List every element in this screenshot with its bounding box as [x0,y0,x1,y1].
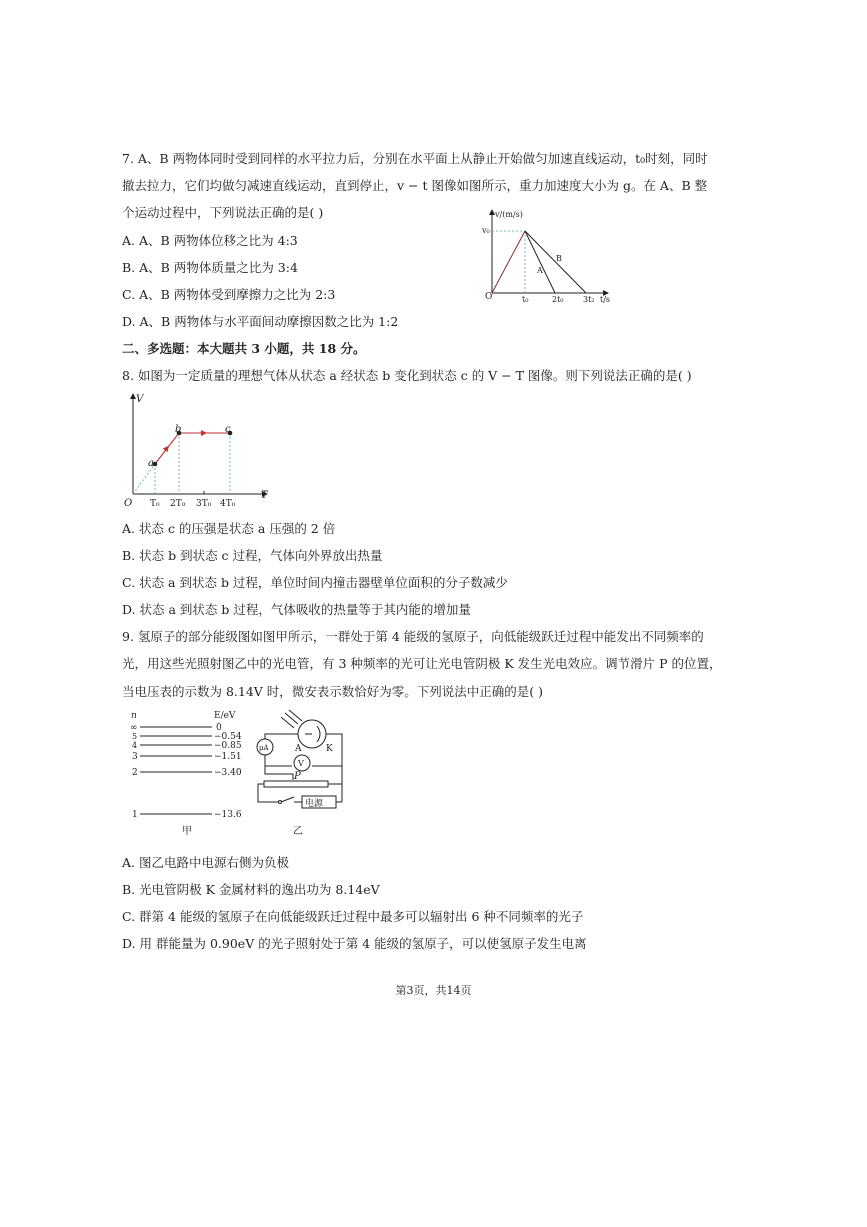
svg-text:−13.6: −13.6 [214,810,242,820]
q9-stem-line2: 光，用这些光照射图乙中的光电管，有 3 种频率的光可让光电管阴极 K 发生光电效应。调节滑片 P 的位置， [122,656,722,671]
q8-vt-graph [122,390,282,508]
q7-2t0-label: 2t₀ [552,295,564,304]
q8-tick-2t0: 2T₀ [170,499,186,509]
svg-text:−1.51: −1.51 [214,752,242,762]
q8-stem: 8. 如图为一定质量的理想气体从状态 a 经状态 b 变化到状态 c 的 V − T 图像。则下列说法正确的是( ) [122,368,692,383]
svg-text:0: 0 [216,723,222,733]
power-source-label: 电源 [305,799,324,809]
q8-origin-label: O [124,498,133,509]
wire-left-down [265,755,292,766]
q7-label-b: B [556,254,562,263]
q7-t0-label: t₀ [522,295,529,304]
voltmeter-label: V [298,759,304,768]
q8-label-c: c [225,424,231,435]
q8-x-label: T [261,490,268,501]
q9-photoelectric-circuit [250,708,360,838]
q8-label-b: b [175,424,182,435]
svg-text:−3.40: −3.40 [214,768,242,778]
svg-text:−0.54: −0.54 [214,732,242,742]
q9-option-a: A. 图乙电路中电源右侧为负极 [122,855,289,870]
q9-stem-line3: 当电压表的示数为 8.14V 时，微安表示数恰好为零。下列说法中正确的是( ) [122,684,544,699]
wire-top-left [265,734,298,739]
q7-option-c: C. A、B 两物体受到摩擦力之比为 2:3 [122,287,336,302]
q8-option-b: B. 状态 b 到状态 c 过程，气体向外界放出热量 [122,548,383,563]
q9-option-d: D. 用 群能量为 0.90eV 的光子照射处于第 4 能级的氢原子，可以使氢原子发生电离 [122,936,587,951]
q7-option-a: A. A、B 两物体位移之比为 4:3 [122,233,298,248]
microammeter-label: μA [259,744,269,752]
q8-option-d: D. 状态 a 到状态 b 过程，气体吸收的热量等于其内能的增加量 [122,602,471,617]
svg-text:1: 1 [132,810,138,820]
level-inf [130,723,222,733]
wire-slider-arm [265,766,293,780]
q8-tick-t0: T₀ [150,499,160,509]
level-2 [132,768,242,778]
q7-v0-label: v₀ [482,226,490,235]
q7-vt-graph [470,205,620,310]
q9-caption-jia: 甲 [182,826,192,837]
svg-text:5: 5 [132,732,138,741]
q8-label-a: a [148,458,154,469]
q7-3t0-label: 3t₂ [583,295,595,304]
q9-stem-line1: 9. 氢原子的部分能级图如图甲所示，一群处于第 4 能级的氢原子，向低能级跃迁过程中能发出不同频率的 [122,629,704,644]
q8-option-a: A. 状态 c 的压强是状态 a 压强的 2 倍 [122,521,336,536]
cathode-label: K [326,744,333,754]
section2-header: 二、多选题：本大题共 3 小题，共 18 分。 [122,341,366,356]
q7-stem-line3: 个运动过程中，下列说法正确的是( ) [122,205,324,220]
q9-caption-yi: 乙 [293,826,303,837]
q9-e-header: E/eV [214,711,236,721]
svg-text:4: 4 [132,741,138,750]
svg-text:∞: ∞ [130,723,138,733]
light-rays-icon [281,710,302,728]
slider-label: P [294,771,301,782]
q9-n-header: n [131,711,137,721]
q8-arrow-ab [164,448,167,452]
q7-accel-line [492,231,525,293]
level-1 [132,810,242,820]
q8-tick-4t0: 4T₀ [220,499,236,509]
q7-label-a: A [537,266,543,275]
q7-y-label: v/(m/s) [495,210,523,219]
q7-option-d: D. A、B 两物体与水平面间动摩擦因数之比为 1:2 [122,314,399,329]
cathode-plate [317,726,320,742]
svg-text:−0.85: −0.85 [214,741,242,751]
q9-option-c: C. 群第 4 能级的氢原子在向低能级跃迁过程中最多可以辐射出 6 种不同频率的光子 [122,909,584,924]
q9-energy-level-diagram [128,708,248,838]
switch-lever [281,797,294,802]
anode-label: A [295,744,302,754]
level-4 [132,741,242,751]
q7-line-a [525,231,555,293]
level-3 [132,752,242,762]
q8-y-label: V [136,394,144,405]
q7-option-b: B. A、B 两物体质量之比为 3:4 [122,260,298,275]
q7-stem-line1: 7. A、B 两物体同时受到同样的水平拉力后，分别在水平面上从静止开始做匀加速直线运动，t₀时刻，同时 [122,151,708,166]
q9-option-b: B. 光电管阴极 K 金属材料的逸出功为 8.14eV [122,882,380,897]
svg-text:3: 3 [132,752,138,762]
q7-x-label: t/s [600,295,611,304]
q8-option-c: C. 状态 a 到状态 b 过程，单位时间内撞击器壁单位面积的分子数减少 [122,575,508,590]
svg-text:2: 2 [132,768,138,778]
q7-stem-line2: 撤去拉力，它们均做匀减速直线运动，直到停止，v − t 图像如图所示，重力加速度大小为 g。在 A、B 整 [122,178,708,193]
page-footer: 第3页，共14页 [395,984,472,997]
q8-tick-3t0-label: 3T₀ [196,499,212,509]
q7-origin-label: O [485,292,493,302]
